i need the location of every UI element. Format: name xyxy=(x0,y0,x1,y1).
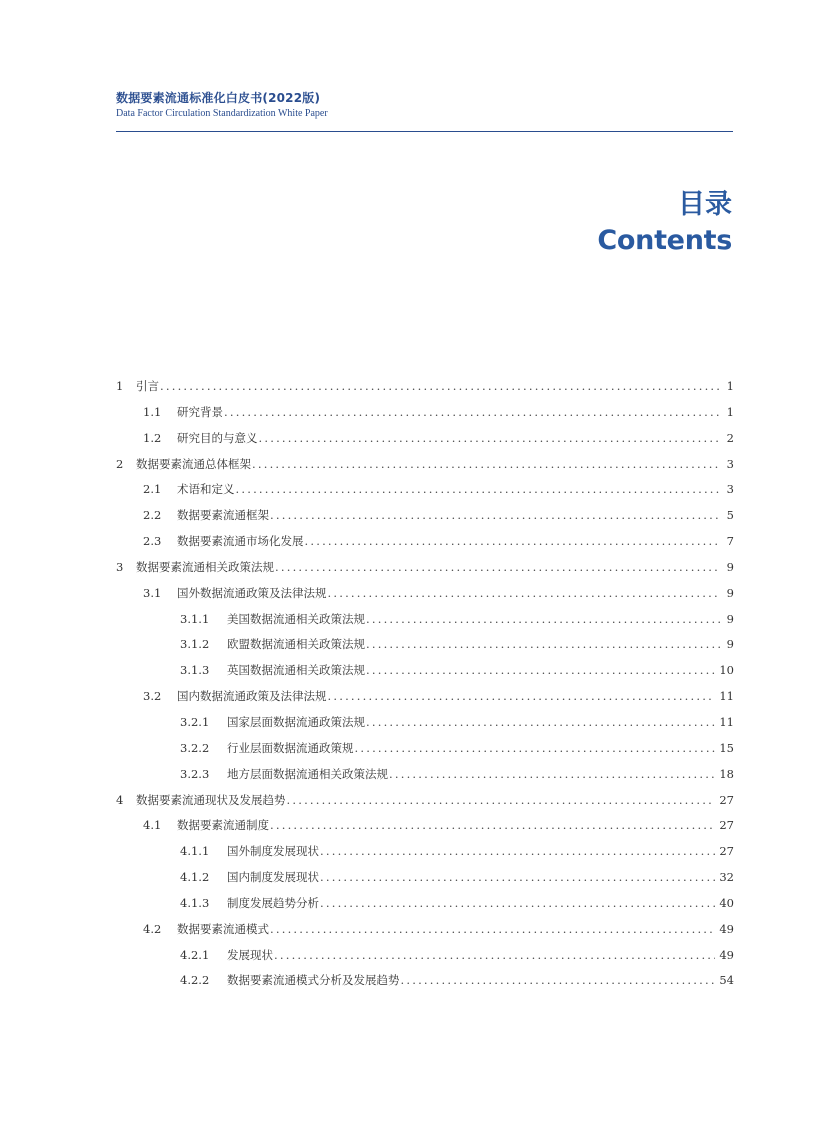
toc-entry[interactable] xyxy=(116,529,734,555)
toc-entry-page: 3 xyxy=(726,482,734,497)
toc-leader-dots xyxy=(366,607,720,633)
toc-entry[interactable] xyxy=(116,555,734,581)
toc-entry-page: 9 xyxy=(726,611,734,626)
toc-entry-number: 3.1.2 xyxy=(180,637,210,652)
toc-entry-number: 4.2.2 xyxy=(180,973,210,988)
header-subtitle: Data Factor Circulation Standardization White Paper xyxy=(116,108,328,119)
toc-entry-number: 2.1 xyxy=(143,482,162,497)
toc-heading-cn: 目录 xyxy=(678,189,732,220)
toc-entry[interactable] xyxy=(116,839,734,865)
toc-heading xyxy=(597,187,732,259)
toc-entry-page: 18 xyxy=(719,766,734,781)
toc-entry[interactable] xyxy=(116,374,734,400)
toc-leader-dots xyxy=(366,632,720,658)
toc-entry-page: 2 xyxy=(726,430,734,445)
toc-entry[interactable] xyxy=(116,865,734,891)
toc-entry[interactable] xyxy=(116,891,734,917)
toc-entry-title: 地方层面数据流通相关政策法规 xyxy=(227,766,388,781)
toc-leader-dots xyxy=(270,813,715,839)
toc-entry[interactable] xyxy=(116,710,734,736)
toc-entry-page: 54 xyxy=(719,973,734,988)
toc-entry-page: 9 xyxy=(726,585,734,600)
toc-entry[interactable] xyxy=(116,813,734,839)
header-title: 数据要素流通标准化白皮书(2022版) xyxy=(116,91,321,105)
toc-entry-number: 4.2.1 xyxy=(180,947,210,962)
toc-leader-dots xyxy=(355,736,716,762)
toc-entry-page: 9 xyxy=(726,559,734,574)
toc-leader-dots xyxy=(270,917,715,943)
toc-entry-page: 27 xyxy=(719,844,734,859)
toc-entry-number: 1.2 xyxy=(143,430,162,445)
toc-entry[interactable] xyxy=(116,736,734,762)
toc-entry-title: 引言 xyxy=(136,379,159,393)
toc-entry-page: 40 xyxy=(719,895,734,910)
toc-entry-page: 3 xyxy=(726,456,734,471)
toc-leader-dots xyxy=(160,374,720,400)
toc-leader-dots xyxy=(320,891,715,917)
toc-entry-number: 2 xyxy=(116,456,124,471)
toc-entry-number: 3.1.1 xyxy=(180,611,210,626)
toc-leader-dots xyxy=(275,555,720,581)
toc-entry-page: 5 xyxy=(726,508,734,523)
toc-leader-dots xyxy=(252,452,720,478)
toc-entry[interactable] xyxy=(116,788,734,814)
toc-entry[interactable] xyxy=(116,426,734,452)
toc-entry-number: 4.1.2 xyxy=(180,870,210,885)
toc-entry-number: 3.1 xyxy=(143,585,162,600)
toc-leader-dots xyxy=(224,400,720,426)
toc-entry-title: 国内数据流通政策及法律法规 xyxy=(177,689,327,704)
toc-leader-dots xyxy=(320,839,715,865)
toc-entry-title: 美国数据流通相关政策法规 xyxy=(227,611,365,626)
toc-leader-dots xyxy=(328,581,721,607)
toc-entry-title: 国外制度发展现状 xyxy=(227,844,319,859)
toc-entry-page: 49 xyxy=(719,921,734,936)
toc-entry-number: 1.1 xyxy=(143,404,162,419)
toc-entry-page: 7 xyxy=(726,534,734,549)
toc-entry-number: 4 xyxy=(116,792,124,807)
toc-entry-number: 4.1.1 xyxy=(180,844,210,859)
toc-entry-number: 3.2.2 xyxy=(180,740,210,755)
toc-entry-page: 49 xyxy=(719,947,734,962)
toc-entry-title: 数据要素流通框架 xyxy=(177,508,269,523)
toc-entry[interactable] xyxy=(116,917,734,943)
toc-entry[interactable] xyxy=(116,607,734,633)
toc-entry[interactable] xyxy=(116,658,734,684)
toc-entry-title: 数据要素流通总体框架 xyxy=(136,456,251,471)
toc-entry-title: 研究背景 xyxy=(177,404,223,419)
toc-entry[interactable] xyxy=(116,452,734,478)
toc-entry-number: 2.3 xyxy=(143,534,162,549)
toc-entry-title: 英国数据流通相关政策法规 xyxy=(227,663,365,678)
toc-entry-title: 数据要素流通模式分析及发展趋势 xyxy=(227,973,400,988)
toc-entry-title: 术语和定义 xyxy=(177,482,235,497)
toc-entry-page: 27 xyxy=(719,818,734,833)
toc-entry-page: 10 xyxy=(719,663,734,678)
toc-entry-title: 国家层面数据流通政策法规 xyxy=(227,714,365,729)
toc-heading-en: Contents xyxy=(597,225,732,256)
toc-entry-title: 行业层面数据流通政策规 xyxy=(227,740,354,755)
toc-entry-title: 制度发展趋势分析 xyxy=(227,895,319,910)
toc-entry-number: 4.1.3 xyxy=(180,895,210,910)
toc-leader-dots xyxy=(259,426,721,452)
toc-leader-dots xyxy=(401,968,716,994)
toc-leader-dots xyxy=(320,865,715,891)
toc-leader-dots xyxy=(366,658,715,684)
toc-entry-title: 发展现状 xyxy=(227,947,273,962)
toc-entry-number: 3.1.3 xyxy=(180,663,210,678)
toc-entry-page: 1 xyxy=(726,379,734,393)
toc-entry-page: 15 xyxy=(719,740,734,755)
toc-entry-title: 数据要素流通相关政策法规 xyxy=(136,559,274,574)
toc-entry[interactable] xyxy=(116,684,734,710)
toc-entry[interactable] xyxy=(116,477,734,503)
toc-entry-title: 数据要素流通现状及发展趋势 xyxy=(136,792,286,807)
toc-entry-title: 数据要素流通市场化发展 xyxy=(177,534,304,549)
table-of-contents xyxy=(116,374,734,994)
toc-entry-page: 9 xyxy=(726,637,734,652)
toc-entry[interactable] xyxy=(116,400,734,426)
toc-entry[interactable] xyxy=(116,503,734,529)
toc-entry-title: 研究目的与意义 xyxy=(177,430,258,445)
toc-entry-page: 32 xyxy=(719,870,734,885)
toc-entry-number: 4.1 xyxy=(143,818,162,833)
toc-leader-dots xyxy=(236,477,721,503)
header-divider xyxy=(116,131,733,132)
toc-entry[interactable] xyxy=(116,762,734,788)
toc-entry[interactable] xyxy=(116,632,734,658)
toc-entry[interactable] xyxy=(116,943,734,969)
toc-entry-number: 3.2.3 xyxy=(180,766,210,781)
toc-leader-dots xyxy=(328,684,716,710)
toc-entry-title: 欧盟数据流通相关政策法规 xyxy=(227,637,365,652)
toc-entry-number: 1 xyxy=(116,379,124,393)
toc-entry-page: 11 xyxy=(719,689,734,704)
toc-entry-title: 数据要素流通模式 xyxy=(177,921,269,936)
toc-leader-dots xyxy=(389,762,715,788)
toc-entry-page: 1 xyxy=(726,404,734,419)
toc-entry-number: 2.2 xyxy=(143,508,162,523)
toc-entry-number: 3 xyxy=(116,559,124,574)
toc-leader-dots xyxy=(270,503,720,529)
toc-entry-number: 4.2 xyxy=(143,921,162,936)
toc-entry-title: 国外数据流通政策及法律法规 xyxy=(177,585,327,600)
toc-entry-title: 国内制度发展现状 xyxy=(227,870,319,885)
toc-entry[interactable] xyxy=(116,968,734,994)
toc-entry-number: 3.2.1 xyxy=(180,714,210,729)
toc-leader-dots xyxy=(287,788,716,814)
toc-leader-dots xyxy=(274,943,715,969)
running-header xyxy=(116,90,732,120)
toc-entry[interactable] xyxy=(116,581,734,607)
toc-entry-page: 11 xyxy=(719,714,734,729)
toc-entry-title: 数据要素流通制度 xyxy=(177,818,269,833)
toc-leader-dots xyxy=(366,710,715,736)
toc-entry-number: 3.2 xyxy=(143,689,162,704)
toc-entry-page: 27 xyxy=(719,792,734,807)
toc-leader-dots xyxy=(305,529,721,555)
